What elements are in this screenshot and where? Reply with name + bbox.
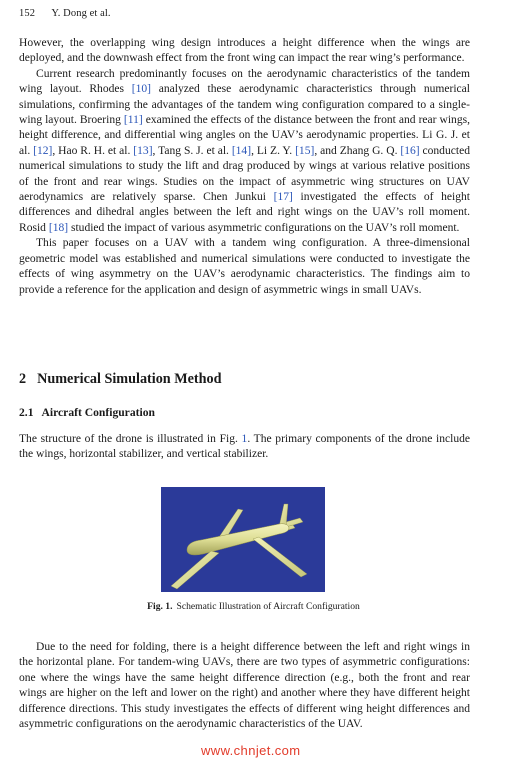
paragraph-2	[19, 67, 470, 236]
p4-text: The structure of the drone is illustrated in Fig.	[19, 433, 242, 445]
paragraph-5: Due to the need for folding, there is a height difference between the left and right wings in the horizontal plane. For tandem-wing UAVs, there are two types of asymmetric configurations: one where the wings have the same height difference direction (e.g., both the front and rear wings are higher on the left and lower on the right) and another where they have different height difference directions. This study investigates the effects of different wing height differences and asymmetric configurations on the aerodynamic characteristics of the UAV.	[19, 641, 470, 731]
aircraft-model-illustration	[161, 487, 325, 592]
p2-text: , Hao R. H. et al.	[52, 144, 134, 157]
p2-text: analyzed these aerodynamic characteristics through numerical simulations, confirming the advantages of the tandem wing configuration compared to a single-wing layout. Broering	[19, 83, 470, 127]
running-authors: Y. Dong et al.	[51, 8, 111, 19]
p2-text: , and Zhang G. Q.	[314, 144, 401, 157]
page-number: 152	[19, 8, 36, 19]
figure-caption-text: Schematic Illustration of Aircraft Configuration	[176, 601, 360, 612]
citation-12[interactable]: [12]	[33, 144, 53, 157]
citation-16[interactable]: [16]	[400, 144, 420, 157]
p2-text: studied the impact of various asymmetric configurations on the UAV’s roll moment.	[68, 221, 460, 234]
section-heading	[19, 371, 222, 388]
citation-14[interactable]: [14]	[231, 144, 252, 157]
p2-text: conducted numerical simulations to study the lift and drag produced by wings at various relative positions of the front and rear wings. Studies on the impact of asymmetric wing structures on UAV aerodynamics are relatively sparse. Chen Junkui	[19, 144, 470, 204]
intro-text-block	[19, 36, 470, 298]
paragraph-1: However, the overlapping wing design introduces a height difference when the wings are deployed, and the downwash effect from the front wing can impact the rear wing’s performance.	[19, 37, 470, 65]
citation-17[interactable]: [17]	[273, 191, 293, 204]
p2-text: , Li Z. Y.	[251, 144, 296, 157]
p2-text: examined the effects of the distance between the front and rear wings, height difference, and differential wing angles on the UAV’s aerodynamic properties. Li G. J. et al.	[19, 114, 470, 157]
p2-text: investigated the effects of height differences and dihedral angles between the left and right wings on the UAV’s roll moment. Rosid	[19, 191, 470, 234]
citation-13[interactable]: [13]	[133, 144, 153, 157]
subsection-heading	[19, 406, 155, 419]
running-header	[19, 8, 111, 19]
citation-18[interactable]: [18]	[48, 221, 69, 234]
citation-10[interactable]: [10]	[131, 83, 151, 96]
figure-label: Fig. 1.	[147, 601, 173, 612]
citation-15[interactable]: [15]	[295, 144, 315, 157]
p4-text: . The primary components of the drone include the wings, horizontal stabilizer, and vertical stabilizer.	[19, 433, 470, 461]
p2-text: Current research predominantly focuses on the aerodynamic characteristics of the tandem wing layout. Rhodes	[19, 67, 470, 96]
aircraft-figure	[161, 487, 325, 592]
watermark: www.chnjet.com	[201, 743, 301, 758]
figure-caption	[0, 601, 507, 612]
section-number: 2	[19, 371, 27, 387]
folding-text-block	[19, 640, 470, 732]
paragraph-3: This paper focuses on a UAV with a tandem wing configuration. A three-dimensional geometric model was established and numerical simulations were conducted to investigate the effects of wing asymmetry on the UAV’s aerodynamic characteristics. The findings aim to provide a reference for the application and design of asymmetric wings in small UAVs.	[19, 237, 470, 296]
citation-11[interactable]: [11]	[123, 114, 143, 127]
subsection-number: 2.1	[19, 406, 34, 419]
section-title: Numerical Simulation Method	[37, 371, 222, 387]
subsection-title: Aircraft Configuration	[41, 406, 155, 419]
paragraph-4	[19, 432, 470, 463]
figure-reference[interactable]: 1	[241, 433, 248, 445]
p2-text: , Tang S. J. et al.	[152, 144, 232, 157]
configuration-text-block	[19, 432, 470, 463]
